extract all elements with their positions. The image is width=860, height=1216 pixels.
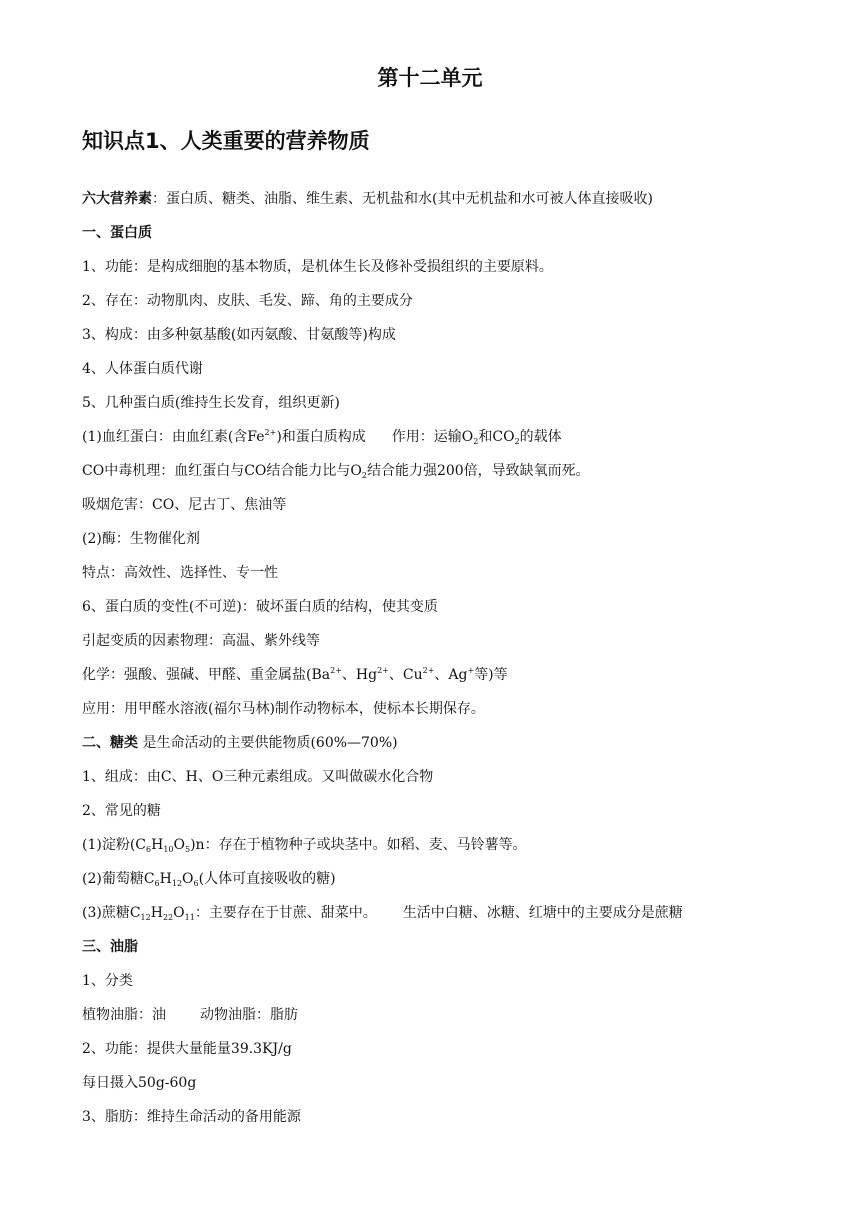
glucose-text-3: O [182, 871, 194, 887]
fat-function: 2、功能：提供大量能量39.3KJ/g [82, 1041, 292, 1057]
hemoglobin-text-4: 和CO [478, 429, 515, 445]
sugar-composition: 1、组成：由C、H、O三种元素组成。又叫做碳水化合物 [82, 769, 434, 785]
sugar-description: 是生命活动的主要供能物质(60%—70%) [138, 735, 398, 751]
starch-text-3: O [173, 837, 185, 853]
protein-existence: 2、存在：动物肌肉、皮肤、毛发、蹄、角的主要成分 [82, 293, 413, 309]
subscript: 2 [361, 471, 367, 480]
hemoglobin-line [82, 426, 562, 448]
physical-factors: 引起变质的因素物理：高温、紫外线等 [82, 633, 320, 649]
protein-types: 5、几种蛋白质(维持生长发育，组织更新) [82, 395, 340, 411]
starch-line [82, 834, 527, 856]
subscript: 2 [473, 437, 479, 446]
chemical-factors-line [82, 664, 508, 686]
glucose-text-2: H [159, 871, 172, 887]
subscript: 6 [146, 845, 152, 854]
enzyme-features: 特点：高效性、选择性、专一性 [82, 565, 278, 581]
section-sugar-line [82, 732, 398, 754]
glucose-line [82, 868, 336, 890]
fat-types-line [82, 1004, 298, 1026]
glucose-text-4: (人体可直接吸收的糖) [198, 871, 336, 887]
subscript: 5 [185, 845, 191, 854]
chem-text-5: 等)等 [474, 667, 508, 683]
subscript: 10 [163, 845, 174, 854]
smoking-harm: 吸烟危害：CO、尼古丁、焦油等 [82, 497, 287, 513]
starch-text-2: H [151, 837, 164, 853]
subscript: 2 [514, 437, 520, 446]
starch-text-4: )n：存在于植物种子或块茎中。如稻、麦、马铃薯等。 [190, 837, 527, 853]
enzyme-line: (2)酶：生物催化剂 [82, 531, 200, 547]
protein-composition: 3、构成：由多种氨基酸(如丙氨酸、甘氨酸等)构成 [82, 327, 396, 343]
subscript: 22 [162, 913, 174, 922]
co-text-2: 结合能力强200倍，导致缺氧而死。 [366, 463, 590, 479]
chem-text-1: 化学：强酸、强碱、甲醛、重金属盐(Ba [82, 667, 331, 683]
subscript: 12 [171, 879, 183, 888]
section-protein: 一、蛋白质 [82, 225, 152, 241]
daily-intake: 每日摄入50g-60g [82, 1075, 197, 1091]
superscript: 2+ [422, 666, 435, 675]
superscript: 2+ [377, 666, 389, 675]
animal-fat: 动物油脂：脂肪 [200, 1007, 298, 1023]
hemoglobin-text-3: 作用：运输O [391, 429, 474, 445]
sucrose-text-3: O [173, 905, 185, 921]
hemoglobin-text-1: (1)血红蛋白：由血红素(含Fe [82, 429, 265, 445]
chem-text-2: 、Hg [341, 667, 378, 683]
fat-reserve: 3、脂肪：维持生命活动的备用能源 [82, 1109, 301, 1125]
subscript: 6 [193, 879, 199, 888]
plant-fat: 植物油脂：油 [82, 1007, 166, 1023]
application-line: 应用：用甲醛水溶液(福尔马林)制作动物标本，使标本长期保存。 [82, 701, 485, 717]
protein-metabolism: 4、人体蛋白质代谢 [82, 361, 203, 377]
sucrose-text-5: 生活中白糖、冰糖、红塘中的主要成分是蔗糖 [402, 905, 683, 921]
superscript: + [467, 666, 475, 675]
sucrose-text-4: ：主要存在于甘蔗、甜菜中。 [194, 905, 377, 921]
chem-text-4: 、Ag [434, 667, 468, 683]
superscript: 2+ [330, 666, 342, 675]
co-text-1: CO中毒机理：血红蛋白与CO结合能力比与O [82, 463, 362, 479]
knowledge-point-heading: 知识点1、人类重要的营养物质 [82, 129, 370, 153]
common-sugars: 2、常见的糖 [82, 803, 161, 819]
subscript: 12 [140, 913, 151, 922]
starch-text-1: (1)淀粉(C [82, 837, 147, 853]
fat-classification: 1、分类 [82, 973, 133, 989]
glucose-text-1: (2)葡萄糖C [82, 871, 155, 887]
section-fat: 三、油脂 [82, 939, 138, 955]
subscript: 11 [184, 913, 195, 922]
superscript: 2+ [264, 428, 277, 437]
nutrients-line [82, 188, 653, 210]
nutrients-text: ：蛋白质、糖类、油脂、维生素、无机盐和水(其中无机盐和水可被人体直接吸收) [152, 191, 653, 207]
co-poisoning-line [82, 460, 590, 482]
sucrose-text-1: (3)蔗糖C [82, 905, 141, 921]
hemoglobin-text-5: 的载体 [519, 429, 562, 445]
sucrose-text-2: H [150, 905, 163, 921]
page-title: 第十二单元 [377, 66, 483, 90]
denaturation-line: 6、蛋白质的变性(不可逆)：破坏蛋白质的结构，使其变质 [82, 599, 438, 615]
hemoglobin-text-2: )和蛋白质构成 [276, 429, 366, 445]
subscript: 6 [154, 879, 160, 888]
chem-text-3: 、Cu [388, 667, 423, 683]
nutrients-label: 六大营养素 [82, 191, 152, 207]
section-sugar: 二、糖类 [82, 735, 138, 751]
protein-function: 1、功能：是构成细胞的基本物质，是机体生长及修补受损组织的主要原料。 [82, 259, 553, 275]
sucrose-line [82, 902, 683, 924]
